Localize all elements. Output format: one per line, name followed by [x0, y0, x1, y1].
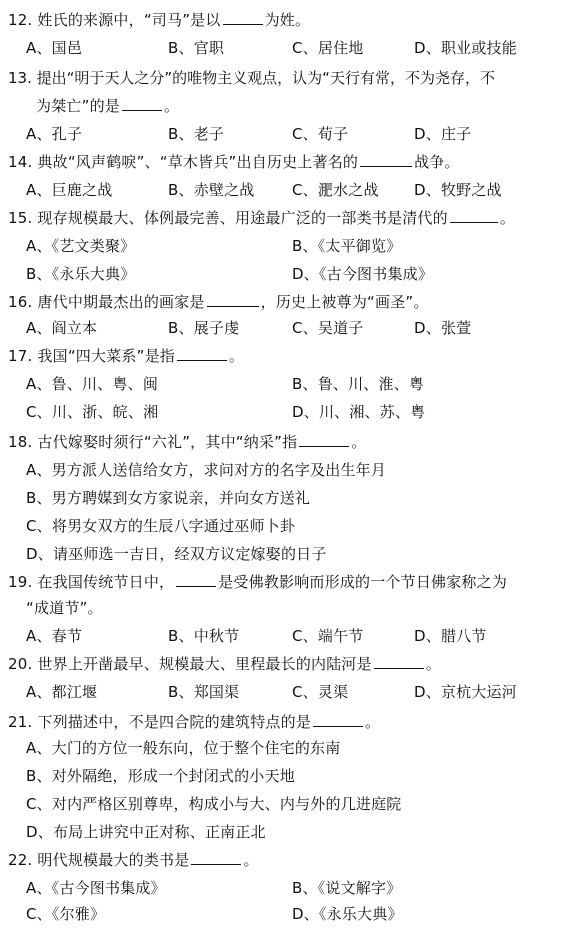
option: B、赤壁之战 [168, 181, 255, 199]
answer-blank [177, 346, 227, 361]
option: B、《太平御览》 [292, 237, 402, 255]
option: A、阎立本 [26, 319, 98, 337]
option: A、《古今图书集成》 [26, 879, 166, 897]
option: D、张萱 [414, 319, 472, 337]
option: C、川、浙、皖、湘 [26, 403, 159, 421]
option: D、京杭大运河 [414, 683, 517, 701]
question-18-stem: 18. 古代嫁娶时须行“六礼”，其中“纳采”指 。 [8, 433, 367, 451]
question-16-stem: 16. 唐代中期最杰出的画家是 ，历史上被尊为“画圣”。 [8, 293, 429, 311]
option: D、布局上讲究中正对称、正南正北 [26, 823, 266, 841]
option: C、《尔雅》 [26, 905, 106, 923]
option: A、鲁、川、粤、闽 [26, 375, 159, 393]
question-20-stem: 20. 世界上开凿最早、规模最大、里程最长的内陆河是 。 [8, 655, 442, 673]
option: C、吴道子 [292, 319, 364, 337]
option: D、庄子 [414, 125, 472, 143]
question-19-stem-cont: “成道节”。 [26, 599, 103, 617]
question-19-stem: 19. 在我国传统节日中， 是受佛教影响而形成的一个节日佛家称之为 [8, 573, 508, 591]
option: B、《永乐大典》 [26, 265, 136, 283]
option: C、淝水之战 [292, 181, 379, 199]
answer-blank [360, 152, 412, 167]
question-14-stem: 14. 典故“风声鹤唳”、“草木皆兵”出自历史上著名的 战争。 [8, 153, 460, 171]
option: C、灵渠 [292, 683, 349, 701]
answer-blank [374, 654, 424, 669]
answer-blank [122, 96, 162, 111]
option: D、牧野之战 [414, 181, 502, 199]
option: D、《永乐大典》 [292, 905, 403, 923]
option: A、都江堰 [26, 683, 98, 701]
option: C、对内严格区别尊卑，构成小与大、内与外的几进庭院 [26, 795, 402, 813]
option: B、中秋节 [168, 627, 240, 645]
option: B、鲁、川、淮、粤 [292, 375, 425, 393]
option: B、男方聘媒到女方家说亲，并向女方送礼 [26, 489, 311, 507]
option: B、《说文解字》 [292, 879, 402, 897]
question-12-stem: 12. 姓氏的来源中，“司马”是以 为姓。 [8, 11, 311, 29]
option: A、国邑 [26, 39, 83, 57]
option: B、对外隔绝，形成一个封闭式的小天地 [26, 767, 295, 785]
option: C、荀子 [292, 125, 349, 143]
answer-blank [299, 432, 349, 447]
option: D、《古今图书集成》 [292, 265, 434, 283]
answer-blank [450, 208, 498, 223]
question-17-stem: 17. 我国“四大菜系”是指 。 [8, 347, 245, 365]
option: C、端午节 [292, 627, 364, 645]
option: B、老子 [168, 125, 225, 143]
option: A、巨鹿之战 [26, 181, 113, 199]
option: A、《艺文类聚》 [26, 237, 136, 255]
question-13-stem-cont: 为桀亡”的是 。 [36, 97, 180, 115]
option: B、郑国渠 [168, 683, 240, 701]
option: A、孔子 [26, 125, 83, 143]
option: D、腊八节 [414, 627, 487, 645]
question-22-stem: 22. 明代规模最大的类书是 。 [8, 851, 259, 869]
option: A、男方派人送信给女方，求问对方的名字及出生年月 [26, 461, 387, 479]
answer-blank [191, 850, 241, 865]
option: B、官职 [168, 39, 225, 57]
question-15-stem: 15. 现存规模最大、体例最完善、用途最广泛的一部类书是清代的 。 [8, 209, 516, 227]
question-21-stem: 21. 下列描述中，不是四合院的建筑特点的是 。 [8, 713, 381, 731]
option: A、春节 [26, 627, 83, 645]
option: B、展子虔 [168, 319, 240, 337]
answer-blank [223, 10, 263, 25]
option: C、居住地 [292, 39, 364, 57]
option: A、大门的方位一般东向，位于整个住宅的东南 [26, 739, 341, 757]
option: D、川、湘、苏、粤 [292, 403, 426, 421]
option: D、请巫师选一吉日，经双方议定嫁娶的日子 [26, 545, 327, 563]
option: D、职业或技能 [414, 39, 517, 57]
answer-blank [176, 572, 216, 587]
answer-blank [313, 712, 363, 727]
option: C、将男女双方的生辰八字通过巫师卜卦 [26, 517, 296, 535]
answer-blank [207, 292, 259, 307]
question-13-stem: 13. 提出“明于天人之分”的唯物主义观点，认为“天行有常，不为尧存，不 [8, 69, 495, 87]
